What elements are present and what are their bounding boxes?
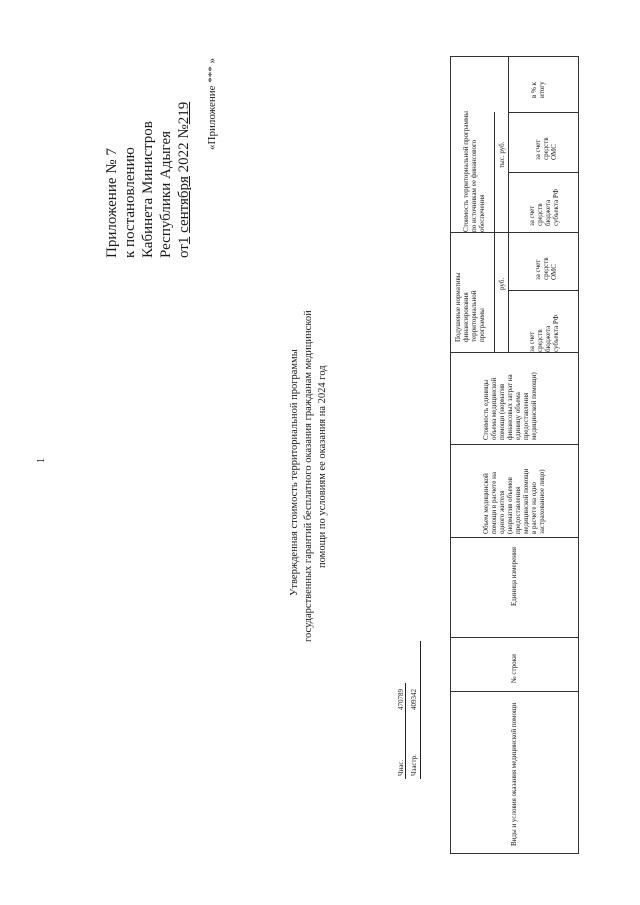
counter-divider-1	[405, 683, 406, 779]
title-line-1: Утвержденная стоимость территориальной программы	[289, 349, 300, 596]
header-volume-l7: в расчете на одно	[530, 482, 538, 534]
header-per-capita-unit: руб.	[498, 277, 506, 290]
appendix-line-1: Приложение № 7	[104, 148, 120, 258]
header-tb-l4: субъекта РФ	[552, 188, 560, 226]
header-total-unit: тыс. руб.	[498, 141, 506, 168]
appendix-line-3: Кабинета Министров	[140, 121, 156, 258]
header-pcb-l2: средств	[536, 329, 544, 352]
col-divider-6	[450, 232, 579, 233]
header-total-oms	[534, 137, 558, 160]
date-month: сентября	[176, 176, 192, 233]
header-cost-l1: Стоимость единицы	[482, 379, 490, 440]
header-per-capita-budget	[528, 315, 560, 352]
header-volume	[482, 469, 546, 534]
counter-label-1: Чнас.	[397, 759, 405, 776]
table-border-top	[450, 56, 579, 57]
counter-value-2: 409342	[410, 689, 418, 710]
header-per-capita-oms	[534, 257, 558, 280]
date-year: 2022	[176, 142, 192, 173]
col-divider-4	[450, 444, 579, 445]
number-sign: №	[176, 124, 192, 139]
header-types	[510, 703, 518, 846]
header-cost-l3: помощи (норматив	[498, 383, 506, 440]
header-tp-l2: итогу	[538, 81, 546, 98]
date-day: 1	[176, 236, 192, 245]
header-tb-l3: бюджета	[544, 199, 552, 226]
title-line-3: помощи по условиям ее оказания на 2024 год	[317, 365, 328, 568]
header-tp-l1: в % к	[530, 81, 538, 98]
appendix-line-2: к постановлению	[122, 147, 138, 258]
header-pcb-l3: бюджета	[544, 325, 552, 352]
table-border-bottom	[450, 853, 579, 854]
row-split-total-unit	[494, 112, 495, 233]
header-cost	[482, 372, 538, 440]
col-divider-5	[450, 352, 579, 353]
header-cost-l5: единицу объема	[514, 392, 522, 440]
header-pcb-l1: за счет	[528, 331, 536, 352]
header-cost-l6: предоставления	[522, 392, 530, 440]
document-number: 219	[176, 101, 192, 125]
row-split-total	[508, 56, 509, 233]
col-divider-2	[450, 637, 579, 638]
header-volume-l4: (норматив объемов	[506, 477, 514, 534]
header-cost-l4: финансовых затрат на	[506, 374, 514, 440]
header-total-l2: по источникам ее финансового	[470, 139, 478, 232]
header-total-l1: Стоимость территориальной программы	[462, 110, 470, 232]
header-tb-l2: средств	[536, 203, 544, 226]
header-per-capita-l1: Подушевые нормативы	[454, 272, 462, 342]
header-volume-l1: Объем медицинской	[482, 473, 490, 534]
header-total-percent	[530, 81, 546, 98]
header-pco-l2: средств	[542, 257, 550, 280]
row-split-percapita-unit	[494, 232, 495, 353]
col-divider-9	[508, 112, 579, 113]
appendix-date-line	[176, 102, 192, 258]
header-types-text: Виды и условия оказания медицинской помощи	[510, 702, 518, 846]
header-volume-l3: одного жителя	[498, 490, 506, 534]
header-tb-l1: за счет	[528, 205, 536, 226]
counter-label-2: Чзастр.	[410, 754, 418, 776]
header-cost-l7: медицинской помощи)	[530, 372, 538, 440]
header-total	[462, 111, 486, 232]
table-border-left	[450, 56, 451, 854]
header-pco-l1: за счет	[534, 259, 542, 280]
table-border-right	[578, 56, 579, 854]
header-total-budget	[528, 189, 560, 226]
header-per-capita-l2: финансирования	[462, 292, 470, 342]
col-divider-1	[450, 691, 579, 692]
counter-divider-2	[420, 641, 421, 779]
counter-value-1: 470789	[397, 689, 405, 710]
header-total-l3: обеспечения	[478, 194, 486, 232]
col-divider-7	[508, 290, 579, 291]
date-prefix: от	[176, 244, 192, 258]
appendix-reference: «Приложение *** »	[206, 57, 218, 150]
header-per-capita	[454, 272, 486, 342]
header-to-l1: за счет	[534, 139, 542, 160]
header-per-capita-l4: программы	[478, 308, 486, 342]
header-per-capita-l3: территориальной	[470, 290, 478, 342]
header-to-l3: ОМС	[550, 144, 558, 160]
header-to-l2: средств	[542, 137, 550, 160]
row-split-percapita	[508, 232, 509, 353]
header-volume-l8: застрахованное лицо)	[538, 469, 546, 534]
header-row-num: № строки	[510, 654, 518, 683]
col-divider-8	[508, 172, 579, 173]
col-divider-3	[450, 537, 579, 538]
page-number: 1	[36, 458, 47, 463]
header-cost-l2: объема медицинской	[490, 377, 498, 440]
appendix-line-4: Республики Адыгея	[158, 130, 174, 258]
header-volume-l2: помощи в расчете на	[490, 472, 498, 534]
title-line-2: государственных гарантий бесплатного оказания гражданам медицинской	[303, 310, 314, 642]
header-unit: Единица измерения	[510, 547, 518, 606]
header-volume-l5: предоставления	[514, 486, 522, 534]
header-pco-l3: ОМС	[550, 264, 558, 280]
header-pcb-l4: субъекта РФ	[552, 314, 560, 352]
header-volume-l6: медицинской помощи	[522, 468, 530, 534]
